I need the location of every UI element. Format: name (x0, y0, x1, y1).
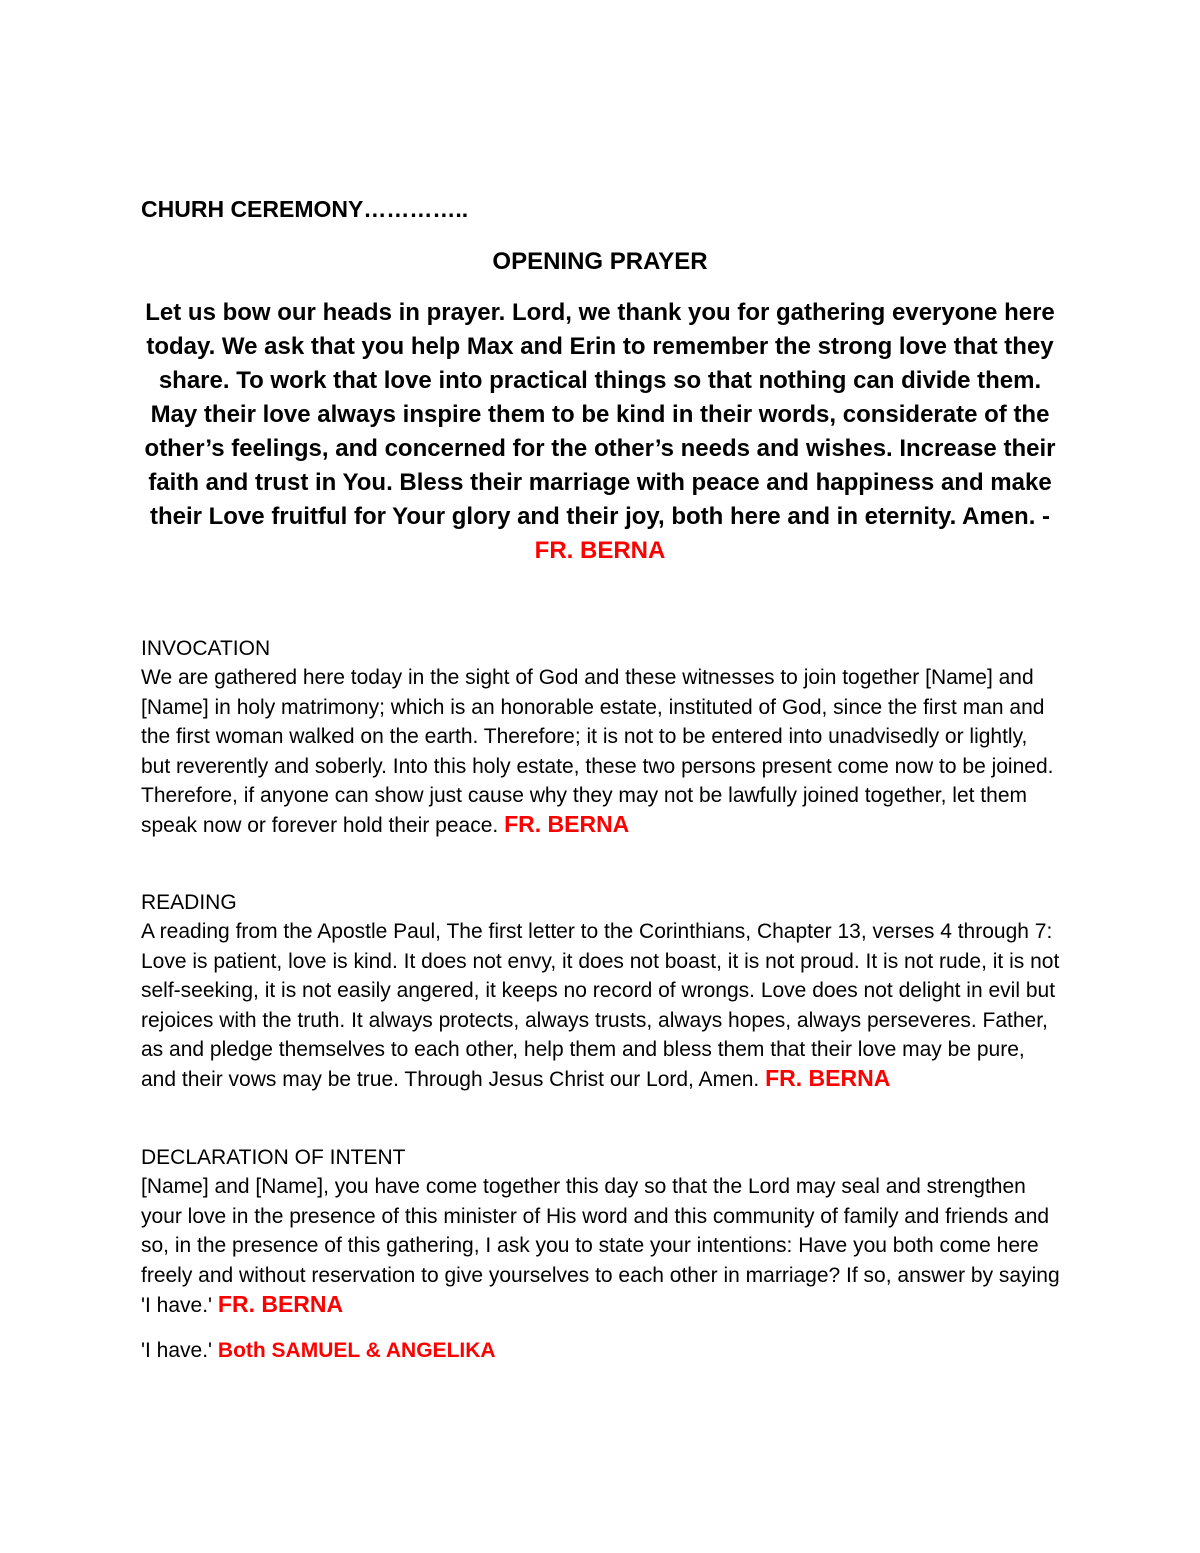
declaration-text: [Name] and [Name], you have come together this day so that the Lord may seal and strengthen your love in the presence of this minister of His word and this community of family and friends and so, in the presence of this gathering, I ask you to state your intentions: Have you both come here freely and without reservation to give yourselves to each other in marriage? If so, answer by saying 'I have.' (141, 1175, 1060, 1318)
opening-prayer-text (141, 296, 1059, 568)
declaration-heading: DECLARATION OF INTENT (141, 1146, 406, 1169)
reading-heading: READING (141, 891, 237, 914)
invocation-heading: INVOCATION (141, 637, 271, 660)
invocation-speaker: FR. BERNA (504, 811, 630, 838)
opening-prayer-heading: OPENING PRAYER (492, 248, 708, 275)
reading-section (141, 888, 1061, 1095)
response-text: 'I have.' (141, 1339, 213, 1362)
response-line (141, 1339, 496, 1363)
opening-prayer-speaker: FR. BERNA (534, 537, 666, 564)
response-speaker: Both SAMUEL & ANGELIKA (217, 1339, 496, 1362)
reading-speaker: FR. BERNA (765, 1065, 891, 1092)
declaration-speaker: FR. BERNA (217, 1291, 344, 1318)
reading-text: A reading from the Apostle Paul, The first letter to the Corinthians, Chapter 13, verses 4 through 7: Love is patient, love is kind. It does not envy, it does not boast, it is not proud. It is not rude, it is not self-seeking, it is not easily angered, it keeps no record of wrongs. Love does not delight in evil but rejoices with the truth. It always protects, always trusts, always hopes, always perseveres. Father, as and pledge themselves to each other, help them and bless them that their love may be pure, and their vows may be true. Through Jesus Christ our Lord, Amen. (141, 920, 1060, 1092)
opening-prayer-body: Let us bow our heads in prayer. Lord, we thank you for gathering everyone here today. We ask that you help Max and Erin to remember the strong love that they share. To work that love into practical things so that nothing can divide them. May their love always inspire them to be kind in their words, considerate of the other’s feelings, and concerned for the other’s needs and wishes. Increase their faith and trust in You. Bless their marriage with peace and happiness and make their Love fruitful for Your glory and their joy, both here and in eternity. Amen. - (144, 299, 1056, 530)
declaration-section (141, 1143, 1061, 1320)
invocation-section (141, 634, 1061, 841)
document-title: CHURH CEREMONY………….. (141, 196, 469, 222)
invocation-text: We are gathered here today in the sight of God and these witnesses to join together [Name] and [Name] in holy matrimony; which is an honorable estate, instituted of God, since the first man and the first woman walked on the earth. Therefore; it is not to be entered into unadvisedly or lightly, but reverently and soberly. Into this holy estate, these two persons present come now to be joined. Therefore, if anyone can show just cause why they may not be lawfully joined together, let them speak now or forever hold their peace. (141, 666, 1054, 838)
